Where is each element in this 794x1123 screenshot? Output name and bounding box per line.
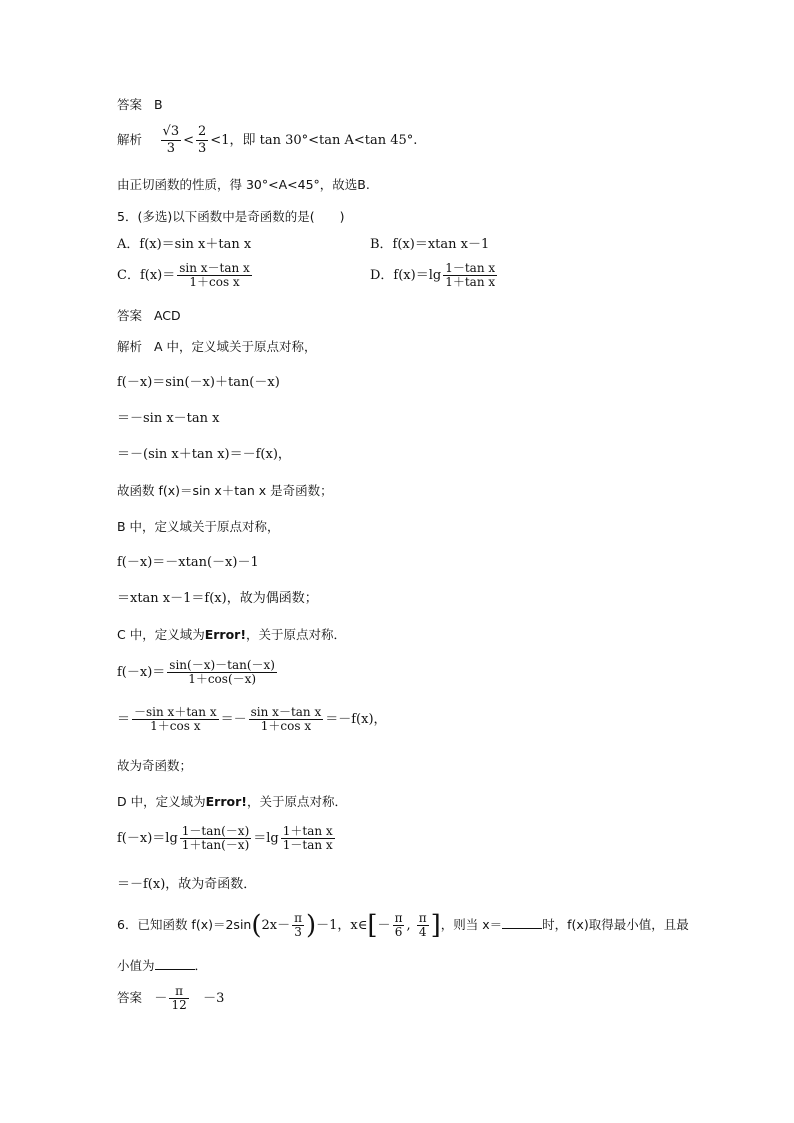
q5-c-line2 xyxy=(117,706,387,733)
q6-line2-text: 小值为 xyxy=(117,958,155,973)
q6-text4: 时，f(x)取得最小值，且最 xyxy=(542,917,689,932)
option-d-prefix: D．f(x)＝lg xyxy=(370,268,442,283)
intro-text-post: ，关于原点对称． xyxy=(246,627,347,642)
q5-c-intro xyxy=(117,627,346,643)
frac-den: 6 xyxy=(394,925,403,939)
analysis-label: 解析 xyxy=(117,132,143,147)
q5-d-line1 xyxy=(117,825,337,852)
frac-num: 2 xyxy=(198,124,207,139)
fraction-pi-over-3 xyxy=(292,912,304,939)
fraction-sqrt3-over-3 xyxy=(161,124,182,157)
frac-num: －sin x＋tan x xyxy=(134,705,217,719)
q5-answer xyxy=(117,308,181,324)
frac-num: 1－tan(－x) xyxy=(181,824,250,838)
q5-option-c xyxy=(117,262,254,289)
lhs: f(－x)＝ xyxy=(117,665,166,680)
neg-sign: － xyxy=(154,991,168,1006)
frac-den: 3 xyxy=(294,925,302,939)
paren-close: ) xyxy=(306,910,317,941)
intro-text: D 中，定义域为 xyxy=(117,794,206,809)
option-c-fraction xyxy=(177,262,252,289)
mid: ＝lg xyxy=(253,831,279,846)
q5-b-intro: B 中，定义域关于原点对称， xyxy=(117,519,280,534)
answer-label: 答案 xyxy=(117,990,143,1005)
frac-num: √3 xyxy=(162,124,180,139)
fraction xyxy=(281,825,335,852)
frac-num: sin(－x)－tan(－x) xyxy=(169,658,275,672)
fraction xyxy=(132,706,219,733)
fraction-pi-over-6 xyxy=(393,912,405,939)
fraction xyxy=(167,659,277,686)
answer-value: B xyxy=(153,97,163,112)
fraction-2-over-3 xyxy=(196,124,208,157)
q6-text: 6．已知函数 f(x)＝2sin xyxy=(117,917,252,932)
frac-den: 3 xyxy=(166,141,175,156)
q6-stem-line2 xyxy=(117,957,207,974)
q6-answer xyxy=(117,985,224,1012)
q4-conclusion: 由正切函数的性质，得 30°<A<45°，故选B. xyxy=(117,177,370,192)
fraction-pi-over-12 xyxy=(169,985,188,1012)
lhs: f(－x)＝lg xyxy=(117,831,178,846)
analysis-text: A 中，定义域关于原点对称， xyxy=(153,339,317,354)
q5-d-intro xyxy=(117,794,347,810)
q5-option-d xyxy=(370,262,499,289)
inner-text: 2x－ xyxy=(261,918,291,933)
frac-den: 1＋tan x xyxy=(445,275,496,289)
answer-label: 答案 xyxy=(117,308,143,323)
frac-den: 1＋cos x xyxy=(150,719,201,733)
q5-option-a: A．f(x)＝sin x＋tan x xyxy=(117,237,252,252)
q5-a-line2: ＝－sin x－tan x xyxy=(117,411,220,426)
frac-den: 1－tan x xyxy=(282,838,333,852)
option-c-prefix: C．f(x)＝ xyxy=(117,268,176,283)
intro-text-post: ，关于原点对称． xyxy=(246,794,347,809)
bracket-open: [ xyxy=(367,910,378,941)
tail: ＝－f(x)， xyxy=(325,712,387,727)
mid: ＝－ xyxy=(220,712,247,727)
frac-num: π xyxy=(169,985,188,999)
frac-den: 1＋cos(－x) xyxy=(188,672,257,686)
frac-num: π xyxy=(394,911,403,925)
bracket-close: ] xyxy=(430,910,441,941)
q5-analysis-a-intro xyxy=(117,339,316,355)
answer-second: －3 xyxy=(203,991,225,1006)
q5-c-conclusion: 故为奇函数； xyxy=(117,758,193,773)
frac-den: 1＋tan(－x) xyxy=(181,838,250,852)
q5-a-line1: f(－x)＝sin(－x)＋tan(－x) xyxy=(117,375,280,390)
paren-open: ( xyxy=(251,910,262,941)
fraction-pi-over-4 xyxy=(417,912,429,939)
q6-text3: ，则当 x＝ xyxy=(440,917,503,932)
answer-label: 答案 xyxy=(117,97,143,112)
frac-num: π xyxy=(418,911,427,925)
neg-sign: － xyxy=(377,918,391,933)
q5-option-b: B．f(x)＝xtan x－1 xyxy=(370,237,490,252)
error-text: Error! xyxy=(204,627,247,642)
frac-num: sin x－tan x xyxy=(250,705,322,719)
q6-stem-line1: 6．已知函数 f(x)＝2sin(2x－ $\frac{\pi}{3}$ )－1，x∈[－ $\frac{\pi}{6}$ , $\frac{\pi}{4}$ ]，则当 x＝ 时，f(x)取得最小值，且最 xyxy=(117,910,689,941)
fraction xyxy=(180,825,251,852)
error-text: Error! xyxy=(205,794,247,809)
answer-blank xyxy=(502,916,542,929)
frac-den: 1＋cos x xyxy=(260,719,312,733)
frac-num: 1－tan x xyxy=(445,261,496,275)
analysis-rest: <1，即 tan 30°<tan A<tan 45°. xyxy=(210,133,418,148)
fraction xyxy=(249,706,324,733)
frac-num: 1＋tan x xyxy=(282,824,333,838)
q4-answer xyxy=(117,97,163,113)
answer-blank xyxy=(155,957,195,970)
q5-b-line1: f(－x)＝－xtan(－x)－1 xyxy=(117,555,259,570)
frac-num: sin x－tan x xyxy=(179,261,250,275)
q5-c-line1 xyxy=(117,659,279,686)
q5-a-line3: ＝－(sin x＋tan x)＝－f(x)， xyxy=(117,447,291,462)
frac-num: π xyxy=(294,911,302,925)
frac-den: 4 xyxy=(418,925,427,939)
intro-text: C 中，定义域为 xyxy=(117,627,205,642)
option-d-fraction xyxy=(443,262,497,289)
q5-d-conclusion: ＝－f(x)，故为奇函数． xyxy=(117,877,257,892)
frac-den: 3 xyxy=(198,141,207,156)
frac-den: 12 xyxy=(171,998,187,1012)
q5-stem: 5．(多选)以下函数中是奇函数的是( ) xyxy=(117,209,345,224)
q4-analysis xyxy=(117,124,417,157)
q6-text2: －1，x∈ xyxy=(316,918,368,933)
q5-b-line2: ＝xtan x－1＝f(x)，故为偶函数； xyxy=(117,591,318,606)
analysis-label: 解析 xyxy=(117,339,143,354)
eq: ＝ xyxy=(117,712,131,727)
q5-a-conclusion: 故函数 f(x)＝sin x＋tan x 是奇函数； xyxy=(117,483,333,498)
q6-line2-end: ． xyxy=(194,958,208,973)
lt-sign: < xyxy=(183,133,195,148)
frac-den: 1＋cos x xyxy=(189,275,240,289)
answer-value: ACD xyxy=(153,308,181,323)
